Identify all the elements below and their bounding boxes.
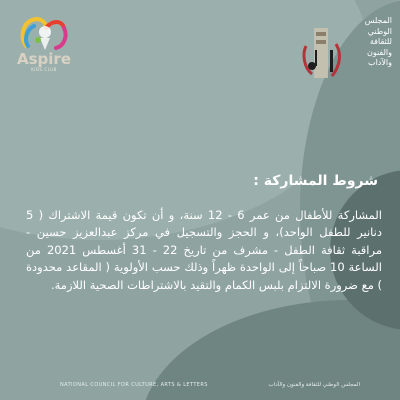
section-title: شروط المشاركة : bbox=[253, 173, 378, 189]
aspire-logo bbox=[8, 16, 80, 76]
footer bbox=[60, 382, 360, 388]
aspire-logo-subtitle: KIDS CLUB bbox=[31, 67, 57, 72]
nccal-logo-text: المجلس الوطني للثقافة والفنون والآداب bbox=[364, 16, 392, 67]
nccal-logo bbox=[300, 14, 392, 80]
participation-conditions-text: المشاركة للأطفال من عمر 6 - 12 سنة، و أن تكون قيمة الاشتراك ( 5 دنانير للطفل الواحد)، و الحجز والتسجيل في مركز عبدالعزيز حسين - مراقبة ثقافة الطفل - مشرف من تاريخ 22 - 31 أغسطس 2021 من الساعة 10 صباحاً إلى الواحدة ظهراً وذلك حسب الأولوية ( المقاعد محدودة ) مع ضرورة الالتزام بلبس الكمام والتقيد بالاشتراطات الصحية اللازمة. bbox=[26, 208, 383, 292]
aspire-logo-name: Aspire bbox=[17, 50, 71, 68]
nccal-emblem-icon bbox=[300, 20, 346, 82]
footer-arabic: المجلس الوطني للثقافة والفنون والآداب bbox=[268, 382, 360, 388]
footer-english: NATIONAL COUNCIL FOR CULTURE, ARTS & LETTERS bbox=[60, 382, 208, 388]
